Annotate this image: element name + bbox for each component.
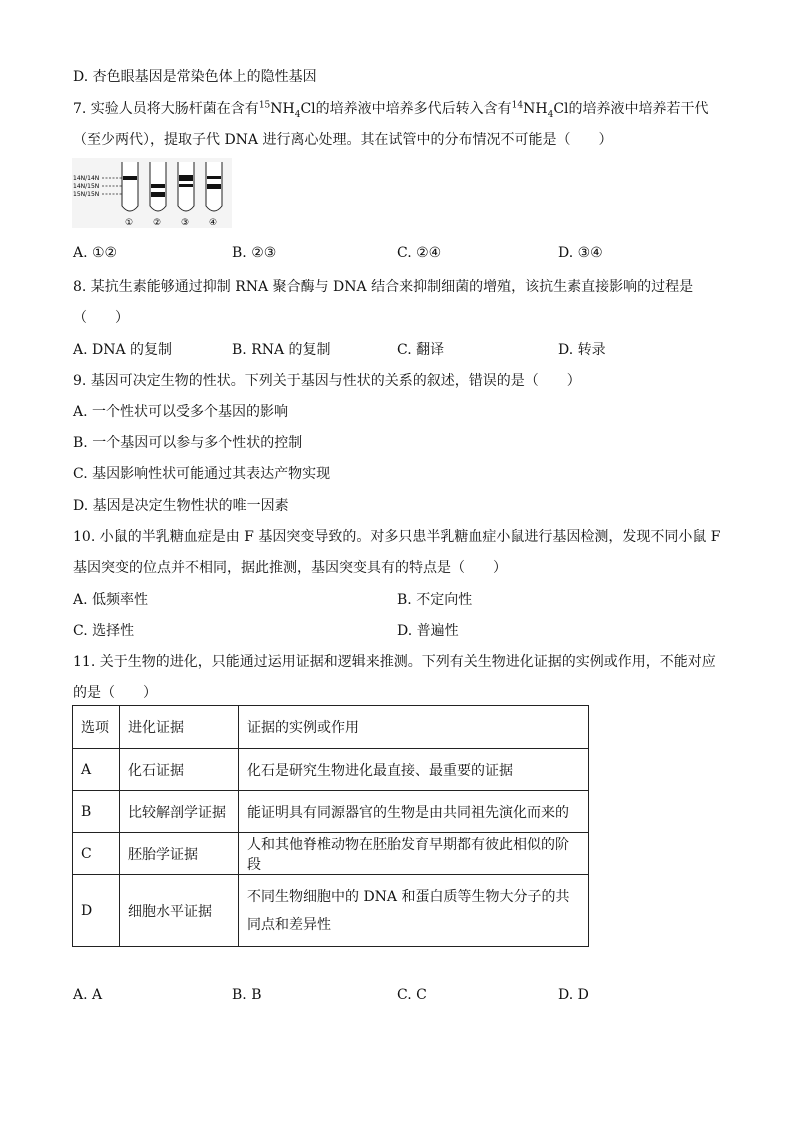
q10-stem-line1: 10. 小鼠的半乳糖血症是由 F 基因突变导致的。对多只患半乳糖血症小鼠进行基因检测，发现不同小鼠 F: [73, 529, 721, 545]
q11-option-d: D. D: [558, 987, 589, 1003]
tube-num-1: ①: [125, 218, 134, 228]
q9-option-b: B. 一个基因可以参与多个性状的控制: [73, 435, 303, 451]
table-header-row: [73, 706, 589, 749]
table-row: [73, 749, 589, 791]
q11-option-b: B. B: [232, 987, 262, 1003]
tube-num-4: ④: [209, 218, 218, 228]
q11-stem-line2: 的是（ ）: [73, 685, 157, 701]
q7-stem-line1: 7. 实验人员将大肠杆菌在含有$^{15}NH_4Cl$的培养液中培养多代后转入含有$^{14}NH_4Cl$的培养液中培养若干代: [73, 100, 709, 120]
table-row: [73, 875, 589, 947]
q11-option-a: A. A: [73, 987, 103, 1003]
q8-option-b: B. RNA 的复制: [232, 342, 331, 358]
table-cell: 化石是研究生物进化最直接、最重要的证据: [239, 749, 589, 791]
q10-option-c: C. 选择性: [73, 623, 135, 639]
q8-stem-line2: （ ）: [73, 310, 129, 326]
q9-option-a: A. 一个性状可以受多个基因的影响: [73, 404, 289, 420]
q10-option-b: B. 不定向性: [397, 592, 473, 608]
centrifuge-tubes-figure: [72, 158, 232, 228]
q10-option-d: D. 普遍性: [397, 623, 459, 639]
table-cell: B: [73, 791, 120, 833]
tube-4: [206, 162, 222, 211]
table-cell: D: [73, 875, 120, 947]
table-header-cell: 选项: [73, 706, 120, 749]
q6-option-d: D. 杏色眼基因是常染色体上的隐性基因: [73, 69, 317, 85]
table-header-cell: 证据的实例或作用: [239, 706, 589, 749]
tube-2: [150, 162, 166, 211]
q7-option-a: A. ①②: [73, 245, 118, 261]
q9-stem: 9. 基因可决定生物的性状。下列关于基因与性状的关系的叙述，错误的是（ ）: [73, 373, 581, 389]
table-cell: 能证明具有同源器官的生物是由共同祖先演化而来的: [239, 791, 589, 833]
table-cell: 人和其他脊椎动物在胚胎发育早期都有彼此相似的阶段: [239, 833, 589, 875]
table-cell: 不同生物细胞中的 DNA 和蛋白质等生物大分子的共同点和差异性: [239, 875, 589, 947]
table-row: [73, 791, 589, 833]
q8-option-c: C. 翻译: [397, 342, 445, 358]
table-header-cell: 进化证据: [120, 706, 239, 749]
q9-option-c: C. 基因影响性状可能通过其表达产物实现: [73, 466, 331, 482]
q8-option-a: A. DNA 的复制: [73, 342, 173, 358]
q7-option-c: C. ②④: [397, 245, 442, 261]
q10-stem-line2: 基因突变的位点并不相同，据此推测，基因突变具有的特点是（ ）: [73, 560, 507, 576]
label-14n15n: 14N/15N: [73, 183, 100, 190]
tube-num-2: ②: [153, 218, 162, 228]
tube-1: [122, 162, 138, 211]
tube-3: [178, 162, 194, 211]
table-cell: 细胞水平证据: [120, 875, 239, 947]
evidence-table: [72, 705, 589, 947]
q7-option-d: D. ③④: [558, 245, 603, 261]
q11-stem-line1: 11. 关于生物的进化，只能通过运用证据和逻辑来推测。下列有关生物进化证据的实例或作用，不能对应: [73, 654, 716, 670]
q8-stem-line1: 8. 某抗生素能够通过抑制 RNA 聚合酶与 DNA 结合来抑制细菌的增殖，该抗生素直接影响的过程是: [73, 279, 694, 295]
q10-option-a: A. 低频率性: [73, 592, 149, 608]
label-14n14n: 14N/14N: [73, 175, 100, 182]
table-cell: C: [73, 833, 120, 875]
q9-option-d: D. 基因是决定生物性状的唯一因素: [73, 498, 289, 514]
q8-option-d: D. 转录: [558, 342, 606, 358]
table-cell: 胚胎学证据: [120, 833, 239, 875]
tube-num-3: ③: [181, 218, 190, 228]
q11-option-c: C. C: [397, 987, 427, 1003]
table-cell: 化石证据: [120, 749, 239, 791]
table-cell: 比较解剖学证据: [120, 791, 239, 833]
table-row: [73, 833, 589, 875]
q7-stem-line2: （至少两代），提取子代 DNA 进行离心处理。其在试管中的分布情况不可能是（ ）: [73, 132, 613, 148]
q7-option-b: B. ②③: [232, 245, 277, 261]
table-cell: A: [73, 749, 120, 791]
label-15n15n: 15N/15N: [73, 191, 100, 198]
